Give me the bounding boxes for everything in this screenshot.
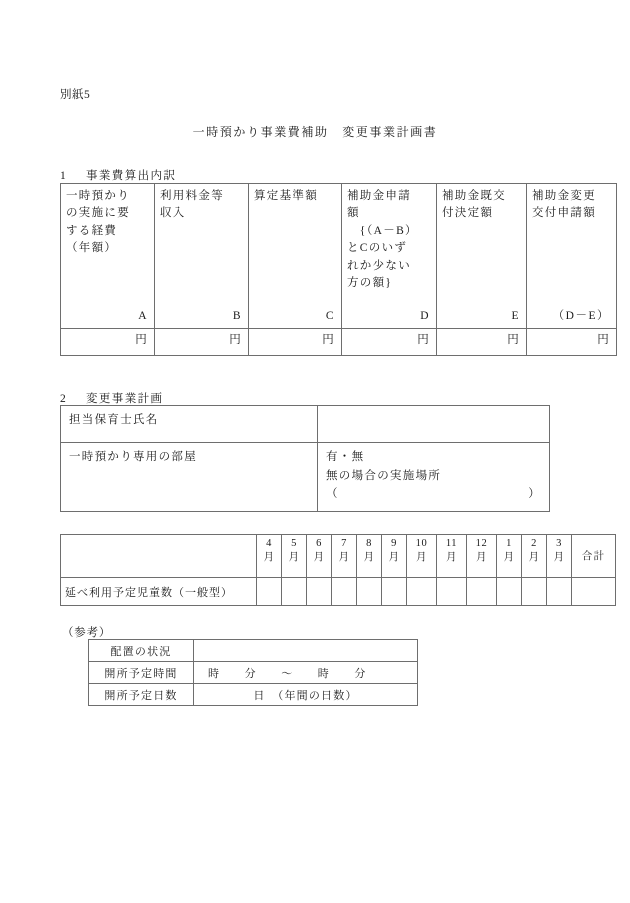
cost-col-d-line-0: 補助金申請 [347, 190, 411, 202]
plan-row-room [61, 443, 550, 512]
month-value-12[interactable] [467, 578, 497, 606]
plan-room-option-lines [326, 448, 541, 485]
month-header-3 [547, 535, 572, 578]
month-header-6 [307, 535, 332, 578]
cost-col-d-line-4: れか少ない [347, 259, 411, 272]
plan-room-location-field[interactable] [326, 485, 541, 504]
month-value-1[interactable] [497, 578, 522, 606]
cost-col-a-header [61, 184, 155, 329]
month-header-10 [407, 535, 437, 578]
cost-breakdown-table [60, 183, 617, 356]
month-value-3[interactable] [547, 578, 572, 606]
cost-col-e-symbol: E [511, 309, 520, 322]
section-2-heading [60, 390, 163, 406]
month-header-11 [437, 535, 467, 578]
cost-col-d-lines [347, 188, 431, 293]
month-header-2 [522, 535, 547, 578]
cost-col-d-symbol: D [420, 309, 430, 322]
cost-col-f-line-1: 交付申請額 [532, 207, 596, 220]
cost-col-b-header [155, 184, 249, 329]
cost-col-f-header [527, 184, 617, 329]
cost-col-a-unit[interactable]: 円 [61, 329, 155, 356]
cost-col-b-symbol: B [232, 309, 242, 322]
month-value-5[interactable] [282, 578, 307, 606]
cost-col-e-lines [442, 188, 521, 223]
ref-row-days [89, 684, 418, 706]
month-unit-9: 月 [388, 552, 400, 564]
cost-col-d-line-3: とCのいず [347, 242, 408, 255]
month-unit-6: 月 [313, 552, 325, 564]
month-number-6: 6 [316, 538, 322, 549]
month-number-10: 10 [415, 538, 428, 549]
month-unit-12: 月 [475, 552, 488, 564]
plan-row-staff [61, 406, 550, 443]
cost-col-c-symbol: C [325, 309, 335, 322]
month-value-6[interactable] [307, 578, 332, 606]
cost-col-f-line-0: 補助金変更 [532, 190, 596, 202]
month-total-header: 合計 [572, 535, 616, 578]
month-value-8[interactable] [357, 578, 382, 606]
month-data-row [61, 578, 616, 606]
cost-col-a-symbol: A [138, 309, 148, 322]
monthly-usage-table [60, 534, 616, 606]
ref-hours-label: 開所予定時間 [89, 662, 194, 684]
month-header-8 [357, 535, 382, 578]
plan-room-line-1: 無の場合の実施場所 [326, 469, 442, 482]
cost-col-e-header [437, 184, 527, 329]
month-number-7: 7 [341, 538, 347, 549]
cost-col-e-line-0: 補助金既交 [442, 190, 506, 202]
month-header-1 [497, 535, 522, 578]
section-2-number: 2 [60, 393, 68, 405]
cost-col-e-unit[interactable]: 円 [437, 329, 527, 356]
cost-col-f-symbol: （D－E） [552, 309, 610, 322]
cost-col-d-header [342, 184, 437, 329]
month-number-2: 2 [531, 538, 537, 549]
cost-col-a-line-2: する経費 [66, 224, 118, 237]
cost-col-c-header [249, 184, 342, 329]
reference-label: （参考） [62, 627, 112, 639]
cost-col-a-lines [66, 188, 149, 258]
ref-days-label: 開所予定日数 [89, 684, 194, 706]
cost-col-c-line-0: 算定基準額 [254, 190, 318, 202]
month-unit-4: 月 [263, 552, 275, 564]
ref-row-hours [89, 662, 418, 684]
month-table-corner [61, 535, 257, 578]
reference-table [88, 639, 418, 706]
cost-col-d-line-1: 額 [347, 207, 360, 220]
document-number: 別紙5 [60, 89, 91, 101]
plan-room-label: 一時預かり専用の部屋 [61, 443, 318, 512]
ref-row-placement [89, 640, 418, 662]
month-row-label: 延べ利用予定児童数（一般型） [61, 578, 257, 606]
plan-staff-value[interactable] [318, 406, 550, 443]
cost-col-a-line-3: （年額） [66, 242, 118, 255]
month-value-9[interactable] [382, 578, 407, 606]
cost-col-b-line-1: 収入 [160, 207, 186, 220]
page-title: 一時預かり事業費補助 変更事業計画書 [192, 125, 438, 139]
month-unit-7: 月 [338, 552, 350, 564]
month-number-4: 4 [266, 538, 272, 549]
month-number-8: 8 [366, 538, 372, 549]
cost-col-e-line-1: 付決定額 [442, 207, 494, 220]
month-number-9: 9 [391, 538, 397, 549]
cost-col-d-unit[interactable]: 円 [342, 329, 437, 356]
plan-room-line-0: 有・無 [326, 451, 365, 463]
ref-days-value[interactable]: 日 （年間の日数） [194, 684, 418, 706]
month-header-12 [467, 535, 497, 578]
month-unit-3: 月 [553, 552, 565, 564]
month-header-row [61, 535, 616, 578]
month-header-9 [382, 535, 407, 578]
plan-staff-label: 担当保育士氏名 [61, 406, 318, 443]
section-1-number: 1 [60, 170, 68, 182]
plan-room-value[interactable] [318, 443, 550, 512]
month-value-2[interactable] [522, 578, 547, 606]
month-number-5: 5 [291, 538, 297, 549]
month-value-11[interactable] [437, 578, 467, 606]
month-unit-10: 月 [415, 552, 428, 564]
ref-placement-value[interactable] [194, 640, 418, 662]
cost-col-b-unit[interactable]: 円 [155, 329, 249, 356]
cost-col-d-line-2: {（A－B） [347, 224, 418, 237]
cost-col-d-line-5: 方の額} [347, 277, 393, 290]
cost-col-f-unit[interactable]: 円 [527, 329, 617, 356]
section-1-label: 事業費算出内訳 [86, 170, 177, 182]
month-number-3: 3 [556, 538, 562, 549]
cost-col-f-lines [532, 188, 611, 223]
cost-col-c-lines [254, 188, 336, 205]
cost-col-b-lines [160, 188, 243, 223]
cost-col-c-unit[interactable]: 円 [249, 329, 342, 356]
month-unit-11: 月 [445, 552, 458, 564]
ref-hours-value[interactable]: 時 分 〜 時 分 [194, 662, 418, 684]
month-header-5 [282, 535, 307, 578]
cost-unit-row [61, 329, 617, 356]
paren-open: （ [326, 488, 339, 501]
cost-col-a-line-0: 一時預かり [66, 190, 130, 202]
month-unit-5: 月 [288, 552, 300, 564]
month-number-12: 12 [475, 538, 488, 549]
cost-col-b-line-0: 利用料金等 [160, 190, 224, 202]
month-unit-2: 月 [528, 552, 540, 564]
section-2-label: 変更事業計画 [86, 393, 164, 405]
ref-placement-label: 配置の状況 [89, 640, 194, 662]
month-header-7 [332, 535, 357, 578]
month-header-4 [257, 535, 282, 578]
paren-close: ） [528, 488, 541, 501]
month-number-1: 1 [506, 538, 512, 549]
change-plan-table [60, 405, 550, 512]
cost-col-a-line-1: の実施に要 [66, 207, 130, 220]
month-value-4[interactable] [257, 578, 282, 606]
month-unit-8: 月 [363, 552, 375, 564]
month-number-11: 11 [445, 538, 458, 549]
month-value-10[interactable] [407, 578, 437, 606]
month-value-7[interactable] [332, 578, 357, 606]
cost-header-row [61, 184, 617, 329]
month-unit-1: 月 [503, 552, 515, 564]
month-total-value[interactable] [572, 578, 616, 606]
section-1-heading [60, 167, 176, 183]
